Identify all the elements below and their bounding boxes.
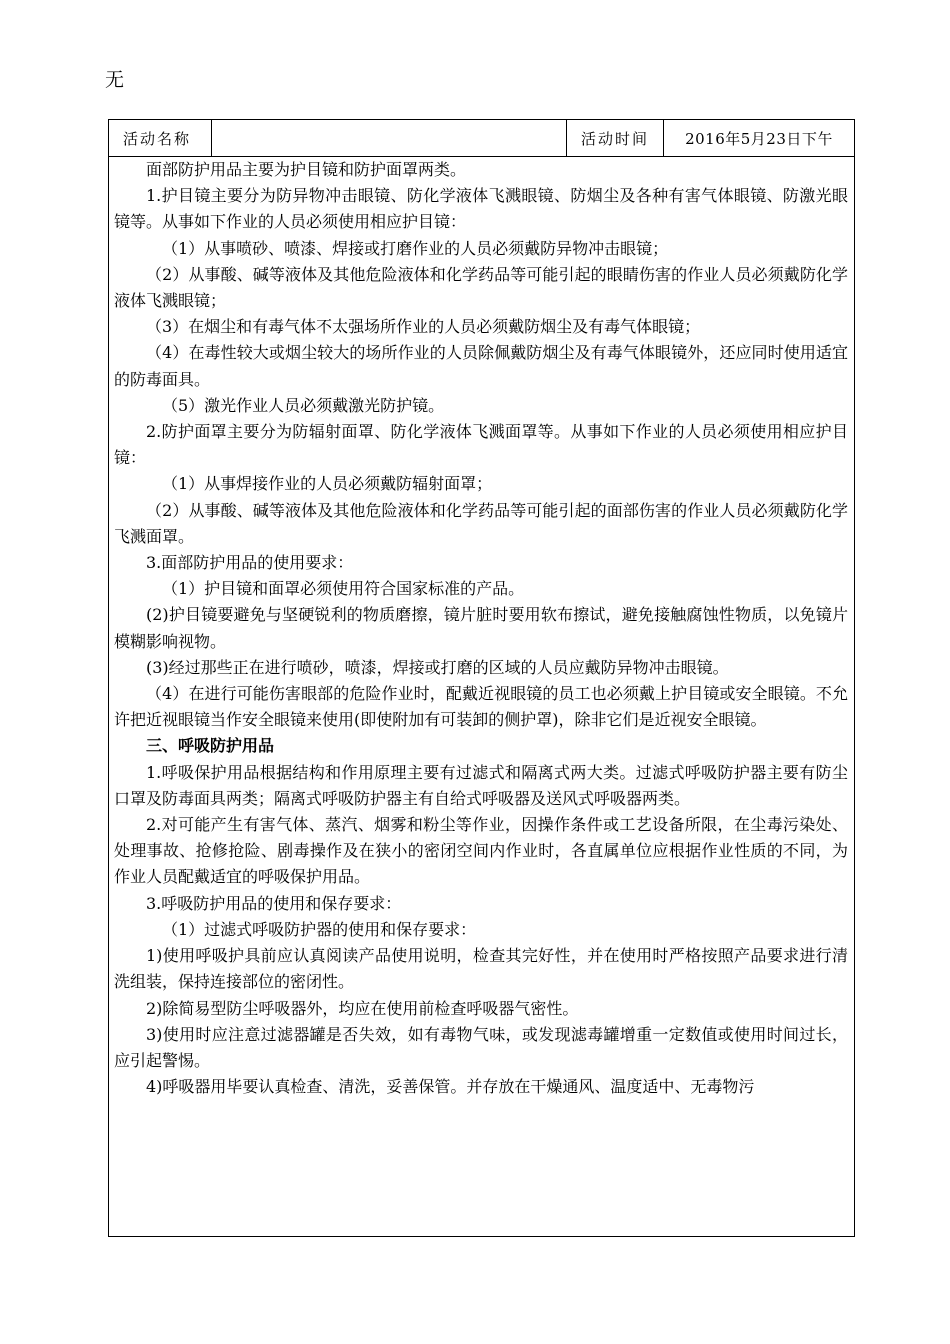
activity-name-value (212, 120, 567, 156)
content-paragraph: （1）从事喷砂、喷漆、焊接或打磨作业的人员必须戴防异物冲击眼镜； (162, 238, 669, 258)
content-paragraph: 1.护目镜主要分为防异物冲击眼镜、防化学液体飞溅眼镜、防烟尘及各种有害气体眼镜、防激光眼镜等。从事如下作业的人员必须使用相应护目镜： (114, 186, 848, 232)
section-heading: 三、呼吸防护用品 (146, 736, 275, 756)
top-note: 无 (105, 69, 125, 91)
content-paragraph: 2.对可能产生有害气体、蒸汽、烟雾和粉尘等作业，因操作条件或工艺设备所限，在尘毒污染处、处理事故、抢修抢险、剧毒操作及在狭小的密闭空间内作业时，各直属单位应根据作业性质的不同，为作业人员配戴适宜的呼吸保护用品。 (114, 815, 848, 887)
activity-record-table (108, 119, 855, 1237)
content-paragraph: 1)使用呼吸护具前应认真阅读产品使用说明，检查其完好性，并在使用时严格按照产品要求进行清洗组装，保持连接部位的密闭性。 (114, 946, 848, 992)
content-paragraph: 4)呼吸器用毕要认真检查、清洗，妥善保管。并存放在干燥通风、温度适中、无毒物污 (146, 1077, 755, 1097)
content-paragraph: （4）在进行可能伤害眼部的危险作业时，配戴近视眼镜的员工也必须戴上护目镜或安全眼镜。不允许把近视眼镜当作安全眼镜来使用(即使附加有可装卸的侧护罩)，除非它们是近视安全眼镜。 (114, 684, 848, 730)
content-paragraph: （1）过滤式呼吸防护器的使用和保存要求： (162, 919, 477, 939)
content-paragraph: （2）从事酸、碱等液体及其他危险液体和化学药品等可能引起的眼睛伤害的作业人员必须戴防化学液体飞溅眼镜； (114, 264, 848, 311)
content-paragraph: （3）在烟尘和有毒气体不太强场所作业的人员必须戴防烟尘及有毒气体眼镜； (146, 317, 701, 337)
content-paragraph: （2）从事酸、碱等液体及其他危险液体和化学药品等可能引起的面部伤害的作业人员必须戴防化学飞溅面罩。 (114, 500, 848, 546)
content-paragraph: 3.呼吸防护用品的使用和保存要求： (146, 893, 402, 913)
content-paragraph: （1）护目镜和面罩必须使用符合国家标准的产品。 (162, 579, 525, 599)
content-paragraph: （4）在毒性较大或烟尘较大的场所作业的人员除佩戴防烟尘及有毒气体眼镜外，还应同时使用适宜的防毒面具。 (114, 343, 848, 389)
content-paragraph: （5）激光作业人员必须戴激光防护镜。 (162, 395, 445, 415)
content-paragraph: (3)经过那些正在进行喷砂，喷漆，焊接或打磨的区域的人员应戴防异物冲击眼镜。 (146, 657, 729, 677)
content-paragraph: 3.面部防护用品的使用要求： (146, 553, 354, 573)
content-paragraph: （1）从事焊接作业的人员必须戴防辐射面罩； (162, 474, 493, 494)
activity-content (109, 157, 854, 1100)
content-paragraph: 2.防护面罩主要分为防辐射面罩、防化学液体飞溅面罩等。从事如下作业的人员必须使用相应护目镜： (114, 422, 848, 468)
content-paragraph: 1.呼吸保护用品根据结构和作用原理主要有过滤式和隔离式两大类。过滤式呼吸防护器主要有防尘口罩及防毒面具两类；隔离式呼吸防护器主有自给式呼吸器及送风式呼吸器两类。 (114, 762, 848, 808)
table-header-row (109, 120, 854, 157)
activity-time-label: 活动时间 (567, 120, 664, 156)
content-paragraph: 面部防护用品主要为护目镜和防护面罩两类。 (146, 160, 467, 179)
activity-name-label: 活动名称 (109, 120, 212, 156)
content-paragraph: (2)护目镜要避免与坚硬锐利的物质磨擦，镜片脏时要用软布擦试，避免接触腐蚀性物质，以免镜片模糊影响视物。 (114, 605, 848, 651)
content-paragraph: 2)除简易型防尘呼吸器外，均应在使用前检查呼吸器气密性。 (146, 998, 579, 1018)
content-paragraph: 3)使用时应注意过滤器罐是否失效，如有毒物气味，或发现滤毒罐增重一定数值或使用时间过长，应引起警惕。 (114, 1024, 848, 1070)
activity-time-value: 2016年5月23日下午 (685, 129, 833, 148)
